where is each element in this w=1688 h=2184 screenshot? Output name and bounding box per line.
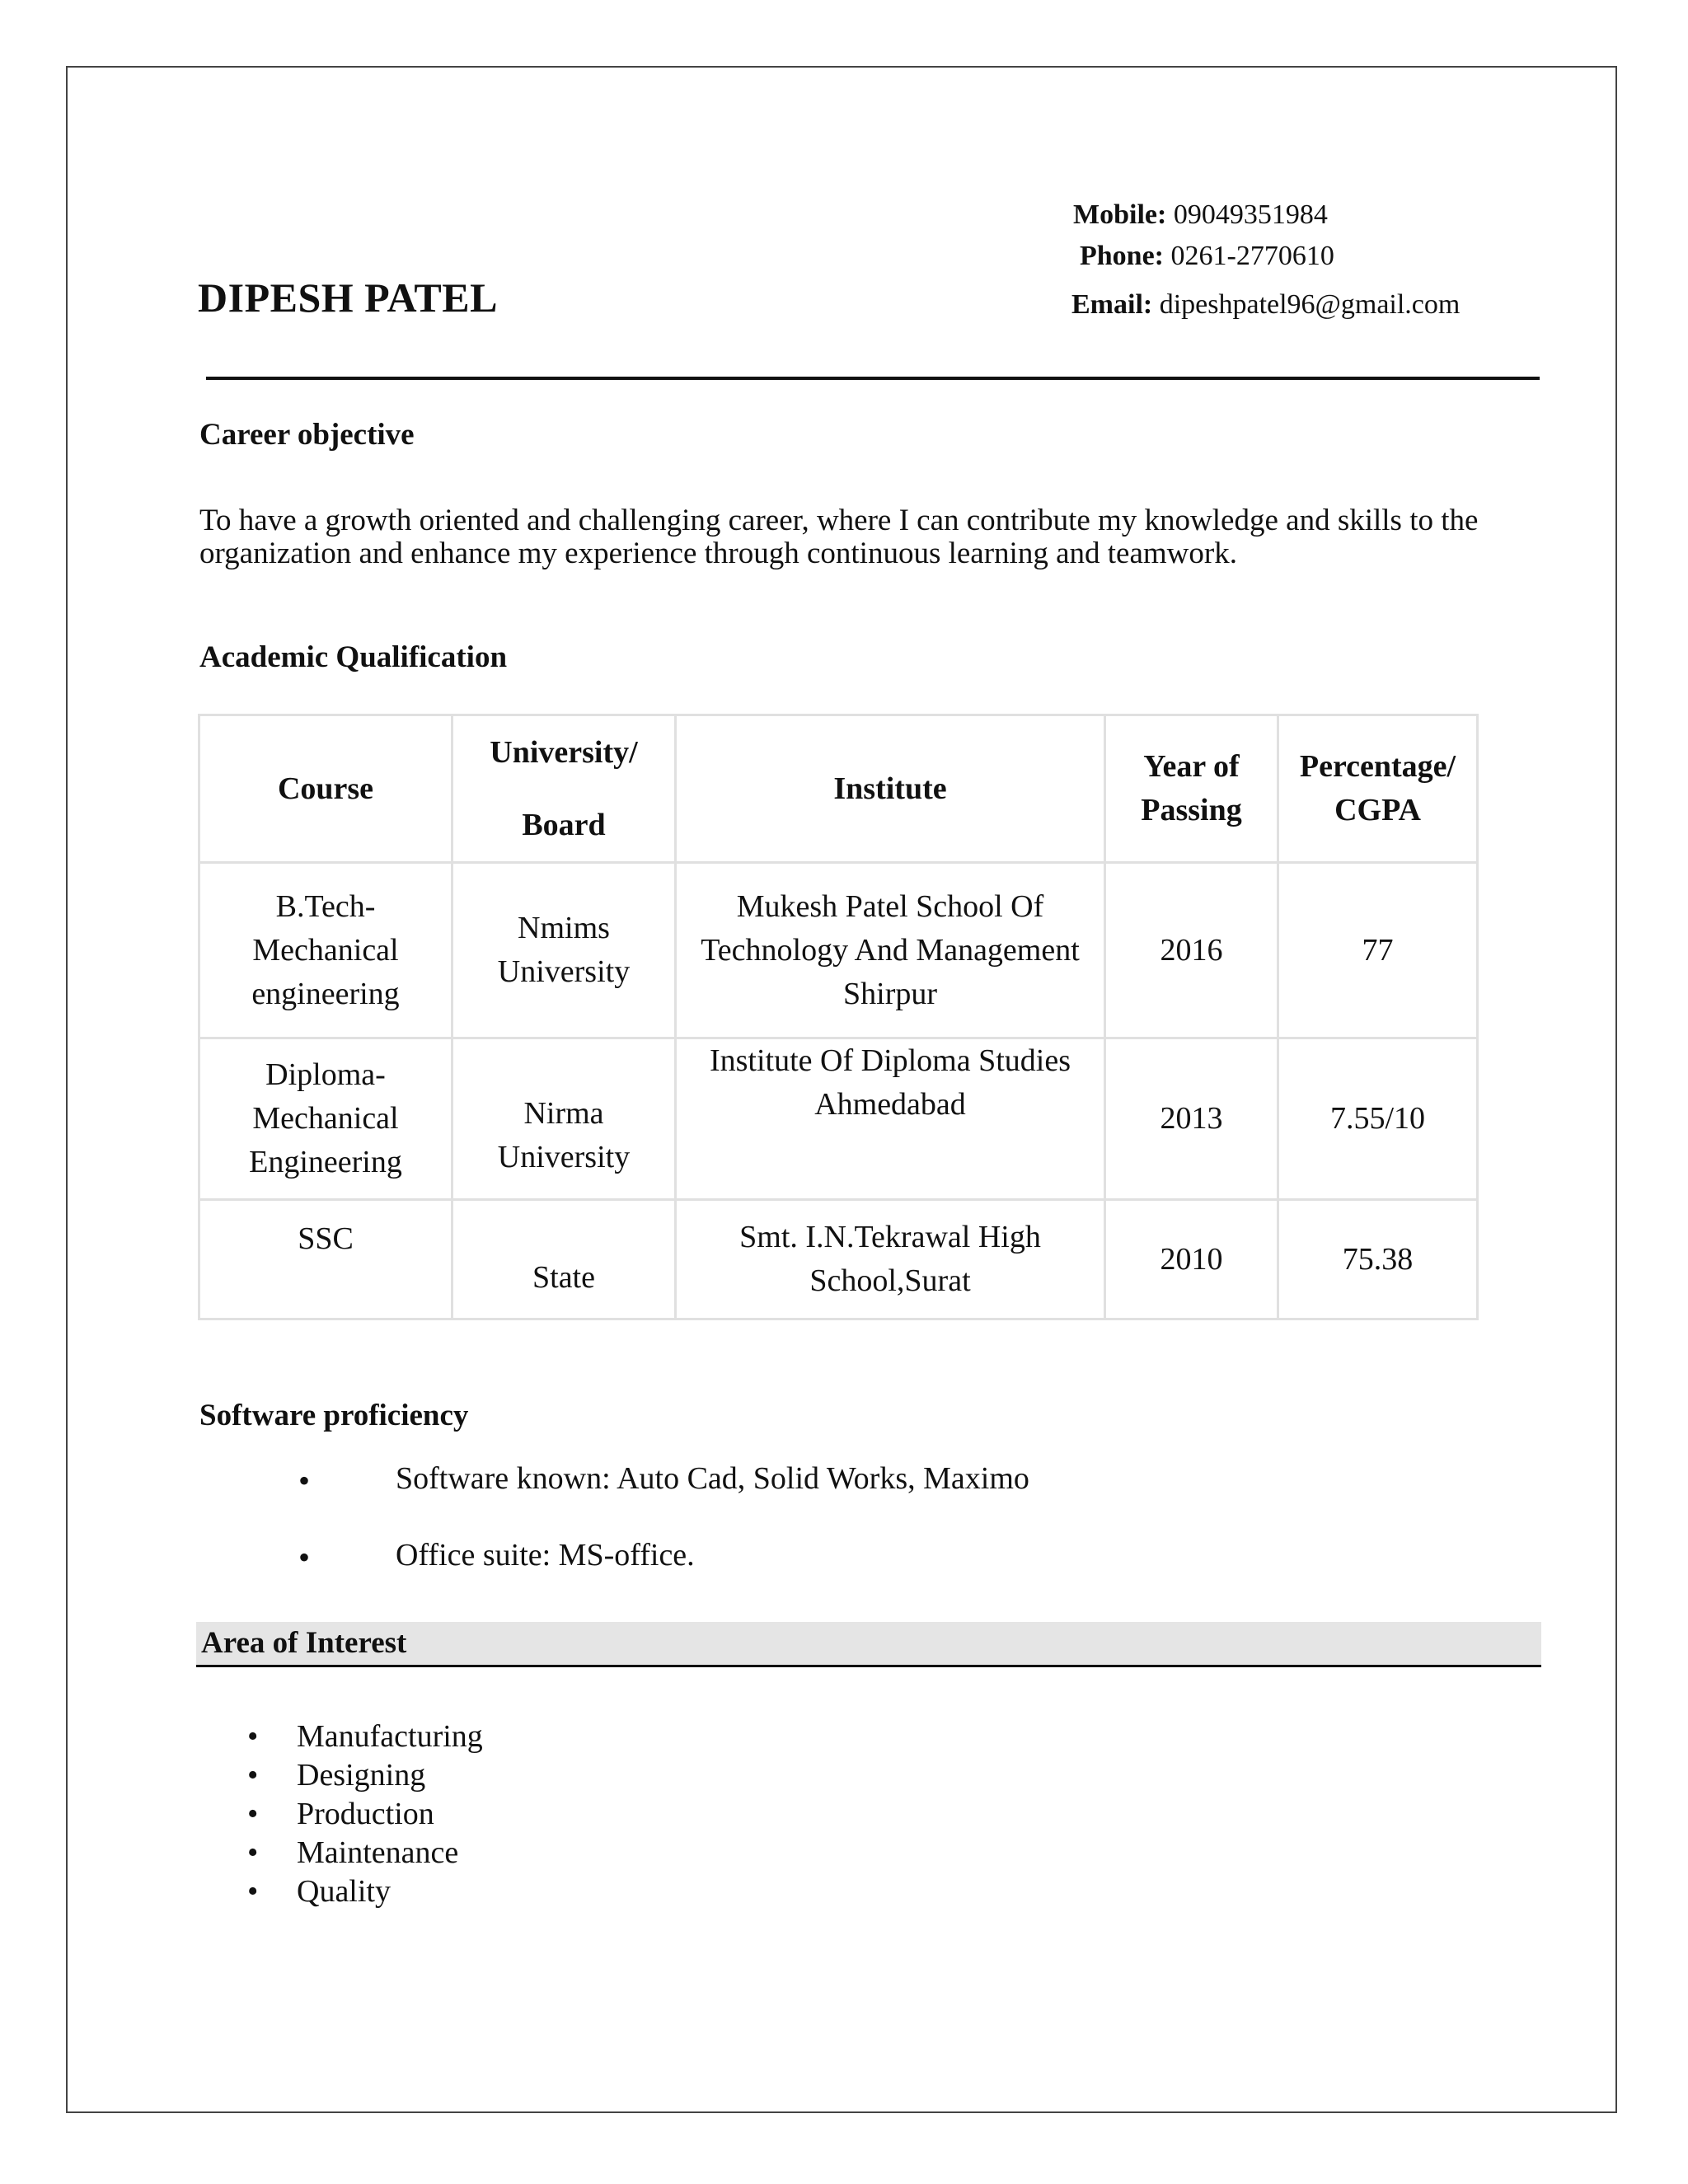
- interest-label: Designing: [297, 1758, 426, 1793]
- column-header-institute: Institute: [676, 715, 1105, 863]
- interest-list: [247, 1718, 483, 1911]
- list-item: [247, 1795, 483, 1834]
- year-cell: 2013: [1105, 1038, 1278, 1200]
- list-item: [247, 1718, 483, 1756]
- score-cell: 7.55/10: [1278, 1038, 1478, 1200]
- table-row: [199, 863, 1478, 1038]
- candidate-name: DIPESH PATEL: [198, 274, 498, 321]
- bullet-icon: •: [247, 1797, 259, 1831]
- course-cell: B.Tech- Mechanical engineering: [199, 863, 452, 1038]
- column-header-percentage: Percentage/ CGPA: [1278, 715, 1478, 863]
- list-item: [247, 1756, 483, 1795]
- year-cell: 2016: [1105, 863, 1278, 1038]
- header-divider: [206, 377, 1540, 380]
- bullet-icon: •: [247, 1719, 259, 1754]
- email-label: Email:: [1071, 289, 1153, 320]
- interest-label: Manufacturing: [297, 1719, 483, 1754]
- software-proficiency-heading: Software proficiency: [199, 1399, 469, 1432]
- career-objective-heading: Career objective: [199, 418, 415, 452]
- column-header-university-line1: University/: [490, 735, 638, 770]
- interest-label: Quality: [297, 1874, 391, 1909]
- career-objective-text: To have a growth oriented and challenging career, where I can contribute my knowledge and skills to the organization and enhance my experience through continuous learning and teamwork.: [199, 504, 1479, 570]
- academic-table: [198, 714, 1479, 1320]
- mobile-number: 09049351984: [1173, 199, 1328, 230]
- mobile-line: [1073, 199, 1328, 231]
- score-cell: 75.38: [1278, 1200, 1478, 1319]
- area-of-interest-bar: [196, 1622, 1541, 1667]
- mobile-label: Mobile:: [1073, 199, 1167, 230]
- bullet-icon: •: [247, 1835, 259, 1870]
- software-item: Software known: Auto Cad, Solid Works, Maximo: [396, 1461, 1029, 1496]
- institute-cell: Smt. I.N.Tekrawal High School,Surat: [676, 1200, 1105, 1319]
- academic-qualification-heading: Academic Qualification: [199, 640, 508, 674]
- table-row: [199, 1200, 1478, 1319]
- phone-number: 0261-2770610: [1170, 241, 1334, 271]
- bullet-icon: •: [247, 1758, 259, 1793]
- list-item: [247, 1834, 483, 1872]
- column-header-university-line2: Board: [522, 808, 606, 842]
- phone-label: Phone:: [1080, 241, 1164, 271]
- institute-cell: Institute Of Diploma Studies Ahmedabad: [676, 1038, 1105, 1200]
- year-cell: 2010: [1105, 1200, 1278, 1319]
- institute-cell: Mukesh Patel School Of Technology And Management Shirpur: [676, 863, 1105, 1038]
- software-item: Office suite: MS-office.: [396, 1538, 695, 1572]
- area-of-interest-heading: Area of Interest: [201, 1626, 407, 1660]
- email-line: [1071, 289, 1460, 321]
- interest-label: Production: [297, 1797, 434, 1831]
- table-row: [199, 1038, 1478, 1200]
- university-cell: Nmims University: [452, 863, 676, 1038]
- university-cell: State: [452, 1200, 676, 1319]
- course-cell: SSC: [199, 1200, 452, 1319]
- table-header-row: [199, 715, 1478, 863]
- bullet-icon: •: [247, 1874, 259, 1909]
- interest-label: Maintenance: [297, 1835, 459, 1870]
- column-header-year: Year of Passing: [1105, 715, 1278, 863]
- column-header-course: Course: [199, 715, 452, 863]
- email-address: dipeshpatel96@gmail.com: [1159, 289, 1461, 320]
- phone-line: [1080, 241, 1334, 272]
- bullet-icon: •: [298, 1539, 311, 1576]
- university-cell: Nirma University: [452, 1038, 676, 1200]
- list-item: [247, 1872, 483, 1911]
- score-cell: 77: [1278, 863, 1478, 1038]
- bullet-icon: •: [298, 1462, 311, 1499]
- course-cell: Diploma- Mechanical Engineering: [199, 1038, 452, 1200]
- column-header-university: [452, 715, 676, 863]
